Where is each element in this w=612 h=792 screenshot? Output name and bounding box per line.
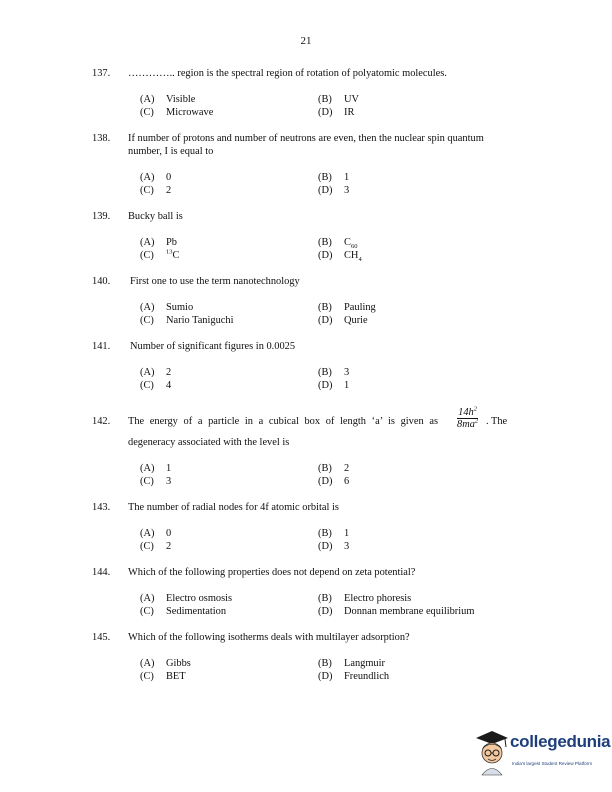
energy-fraction: [457, 407, 478, 430]
question-number: 140.: [92, 276, 111, 287]
option-a: (A) 1: [140, 463, 172, 474]
option-a: (A) 2: [140, 367, 172, 378]
logo-tagline: India's largest Student Review Platform: [512, 761, 593, 766]
question-number: 145.: [92, 632, 111, 643]
question-number: 139.: [92, 211, 111, 222]
option-d: (D) 3: [318, 185, 350, 196]
page-number: 21: [300, 35, 312, 47]
option-b: (B) Langmuir: [318, 658, 385, 669]
superscript-13: 13: [166, 248, 173, 256]
collegedunia-logo: [472, 728, 611, 776]
option-c: (C) Sedimentation: [140, 606, 227, 617]
fraction-denominator: 8ma: [457, 419, 475, 430]
question-text-line2: degeneracy associated with the level is: [128, 437, 290, 448]
option-a: (A) Pb: [140, 237, 177, 248]
option-d: (D) Qurie: [318, 315, 368, 326]
option-a: (A) Sumio: [140, 302, 194, 313]
option-b: (B) Electro phoresis: [318, 593, 412, 604]
option-c: (C) BET: [140, 671, 186, 682]
question-text: Which of the following properties does not depend on zeta potential?: [128, 567, 416, 578]
option-d: (D) 3: [318, 541, 350, 552]
option-c: (C) Microwave: [140, 107, 214, 118]
option-d: (D) Freundlich: [318, 671, 390, 682]
option-b: (B) $C_{60}$: [318, 237, 358, 251]
subscript-4: 4: [358, 256, 362, 264]
option-a: (A) Visible: [140, 94, 196, 105]
question-text: Which of the following isotherms deals with multilayer adsorption?: [128, 632, 410, 643]
numerator-exponent: 2: [473, 405, 477, 413]
option-d: (D) 1: [318, 380, 350, 391]
option-d: (D) IR: [318, 107, 355, 118]
option-a: (A) 0: [140, 528, 172, 539]
option-c: (C) $^{13}$C: [140, 248, 180, 261]
option-b: (B) 2: [318, 463, 350, 474]
option-c: (C) Nario Taniguchi: [140, 315, 234, 326]
question-number: 142.: [92, 416, 111, 427]
question-text: Number of significant figures in 0.0025: [130, 341, 296, 352]
option-b: (B) 1: [318, 528, 350, 539]
graduate-mascot-icon: [472, 728, 512, 776]
logo-wordmark: collegedunia: [510, 732, 611, 751]
question-text: ………….. region is the spectral region of rotation of polyatomic molecules.: [128, 68, 447, 79]
option-c: (C) 4: [140, 380, 172, 391]
question-number: 141.: [92, 341, 111, 352]
option-d: (D) $CH_4$: [318, 250, 362, 264]
question-text: Bucky ball is: [128, 211, 183, 222]
option-b: (B) 1: [318, 172, 350, 183]
option-b: (B) Pauling: [318, 302, 376, 313]
question-text-part2: . The: [486, 416, 508, 427]
question-text: The number of radial nodes for 4f atomic orbital is: [128, 502, 339, 513]
question-text-line2: number, I is equal to: [128, 146, 214, 157]
denominator-exponent: 2: [474, 417, 479, 425]
question-text: First one to use the term nanotechnology: [130, 276, 300, 287]
option-c: (C) 2: [140, 185, 172, 196]
question-text-line1: If number of protons and number of neutrons are even, then the nuclear spin quantum: [128, 133, 484, 144]
option-b: (B) UV: [318, 94, 360, 105]
question-number: 137.: [92, 68, 111, 79]
question-number: 143.: [92, 502, 111, 513]
question-number: 138.: [92, 133, 111, 144]
subscript-60: 60: [350, 243, 358, 251]
option-a: (A) Gibbs: [140, 658, 191, 669]
question-number: 144.: [92, 567, 111, 578]
option-c: (C) 2: [140, 541, 172, 552]
option-a: (A) 0: [140, 172, 172, 183]
option-a: (A) Electro osmosis: [140, 593, 233, 604]
fraction-numerator: 14h: [458, 407, 474, 418]
option-c: (C) 3: [140, 476, 172, 487]
option-b: (B) 3: [318, 367, 350, 378]
question-text-part1: The energy of a particle in a cubical box of length ‘a’ is given as: [128, 416, 438, 427]
option-d: (D) Donnan membrane equilibrium: [318, 606, 475, 617]
option-d: (D) 6: [318, 476, 350, 487]
